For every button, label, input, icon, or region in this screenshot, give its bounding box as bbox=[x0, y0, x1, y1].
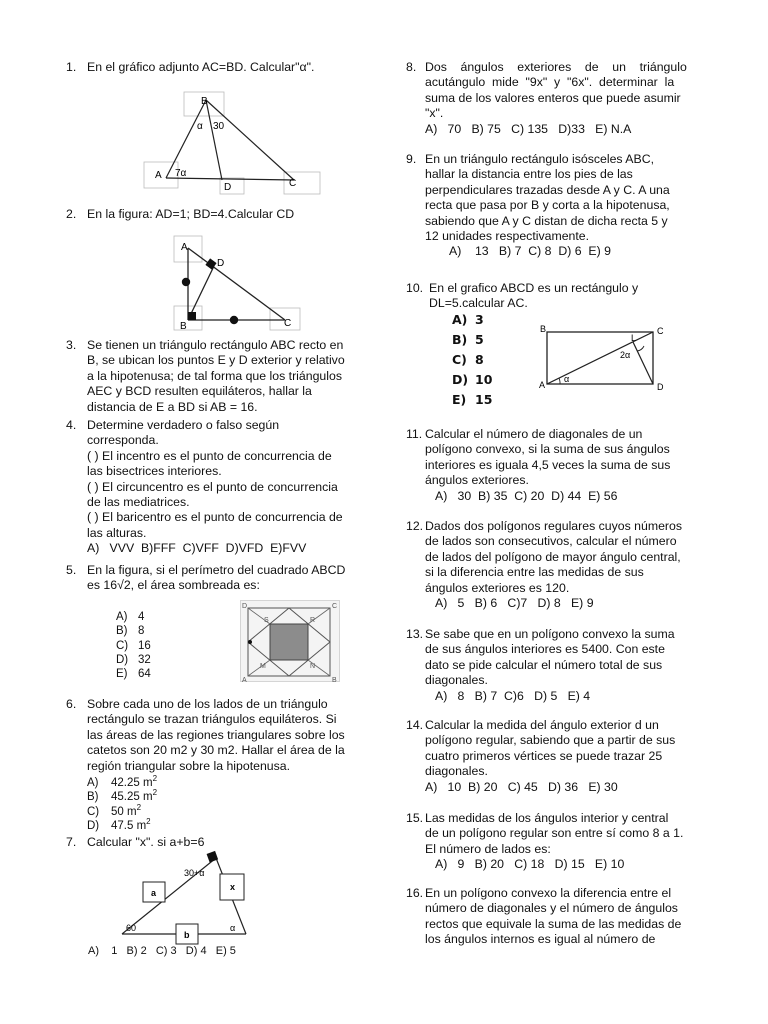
option-letter: D) bbox=[116, 653, 129, 666]
question-13 bbox=[406, 627, 722, 704]
option-value: 42.25 $m^2$ bbox=[111, 774, 158, 789]
question-number: 12. bbox=[406, 519, 424, 533]
question-number: 11. bbox=[406, 427, 423, 441]
vertex-label-c: C bbox=[657, 326, 664, 336]
option-value: 15 bbox=[475, 392, 493, 407]
question-line: las áreas de las regiones triangulares sobre los bbox=[87, 727, 345, 742]
question-line: suma de los valores enteros que puede asumir bbox=[425, 90, 681, 105]
question-line: las alturas. bbox=[87, 525, 147, 540]
question-10 bbox=[406, 281, 722, 312]
vertex-label-a: A bbox=[181, 242, 188, 253]
question-line: ángulos exteriores es 120. bbox=[425, 580, 570, 595]
question-9 bbox=[406, 152, 722, 260]
point-label-s: S bbox=[264, 617, 269, 624]
question-2 bbox=[66, 207, 376, 222]
question-text: En el gráfico adjunto AC=BD. Calcular"α". bbox=[87, 60, 315, 74]
point-label-l: L bbox=[631, 333, 637, 343]
angle-label-30-alpha: 30+α bbox=[184, 868, 205, 878]
question-7 bbox=[66, 835, 362, 850]
question-line: 12 unidades respectivamente. bbox=[425, 229, 590, 244]
option-letter: B) bbox=[87, 791, 99, 804]
question-line: En un triángulo rectángulo isósceles ABC, bbox=[425, 152, 654, 166]
question-number: 1. bbox=[66, 60, 77, 74]
question-line: AEC y BCD resulten equiláteros, hallar la bbox=[87, 384, 312, 399]
option-letter: D) bbox=[452, 372, 469, 387]
question-number: 7. bbox=[66, 835, 77, 849]
vertex-label-a: A bbox=[242, 677, 247, 684]
angle-label-alpha: α bbox=[197, 121, 203, 132]
question-1 bbox=[66, 60, 376, 75]
option-letter: A) bbox=[87, 777, 99, 789]
question-16 bbox=[406, 886, 722, 948]
figure-q2-triangle bbox=[170, 232, 310, 332]
question-number: 4. bbox=[66, 418, 77, 432]
question-8 bbox=[406, 60, 722, 137]
question-line: de sus ángulos interiores es 5400. Con este bbox=[425, 642, 665, 657]
question-line: perpendiculares trazadas desde A y C. A una bbox=[425, 182, 670, 197]
option-letter: C) bbox=[452, 352, 467, 367]
answer-options-q10 bbox=[452, 312, 512, 412]
vertex-label-d: D bbox=[657, 382, 664, 392]
question-line: es 16√2, el área sombreada es: bbox=[87, 578, 260, 593]
box-label-b: b bbox=[184, 930, 190, 940]
question-12 bbox=[406, 519, 722, 611]
question-line: polígono regular, sabiendo que a partir de sus bbox=[425, 733, 676, 748]
question-line: de las mediatrices. bbox=[87, 495, 190, 510]
answer-options: A) 8 B) 7 C)6 D) 5 E) 4 bbox=[435, 688, 591, 703]
angle-label-7alpha: 7α bbox=[175, 168, 187, 179]
vertex-label-d: D bbox=[217, 258, 225, 269]
question-line: interiores es iguala 4,5 veces la suma de sus bbox=[425, 457, 671, 472]
question-11 bbox=[406, 427, 722, 504]
question-line: ( ) El baricentro es el punto de concurrencia de bbox=[87, 510, 343, 525]
answer-options: A) 30 B) 35 C) 20 D) 44 E) 56 bbox=[435, 488, 618, 503]
option-letter: D) bbox=[87, 819, 100, 832]
question-line: Se sabe que en un polígono convexo la suma bbox=[425, 627, 675, 641]
vertex-label-b: B bbox=[201, 96, 208, 107]
option-value: 10 bbox=[475, 372, 493, 387]
question-number: 10. bbox=[406, 281, 424, 295]
question-number: 16. bbox=[406, 886, 424, 900]
question-line: El número de lados es: bbox=[425, 841, 551, 856]
question-line: catetos son 20 m2 y 30 m2. Hallar el área de la bbox=[87, 743, 345, 758]
vertex-label-a: A bbox=[155, 170, 162, 181]
question-line: recta que pasa por B y corta a la hipotenusa, bbox=[425, 198, 670, 213]
answer-options-q5 bbox=[116, 610, 176, 690]
question-number: 8. bbox=[406, 60, 417, 74]
question-text: En la figura: AD=1; BD=4.Calcular CD bbox=[87, 207, 295, 221]
point-label-m: M bbox=[260, 663, 266, 670]
question-number: 14. bbox=[406, 718, 424, 732]
option-value: 32 bbox=[138, 653, 151, 666]
question-number: 9. bbox=[406, 152, 417, 166]
point-label-n: N bbox=[310, 663, 316, 670]
box-label-x: x bbox=[230, 882, 236, 892]
question-line: acutángulo mide "9x" y "6x". determinar la bbox=[425, 75, 675, 90]
figure-q1-triangle bbox=[140, 88, 330, 198]
question-line: los ángulos internos es igual al número de bbox=[425, 932, 656, 947]
figure-q5-square bbox=[240, 600, 340, 682]
question-15 bbox=[406, 811, 722, 873]
question-6 bbox=[66, 697, 362, 774]
option-letter: B) bbox=[116, 625, 128, 638]
option-value: 47.5 $m^2$ bbox=[111, 817, 151, 832]
question-line: de lados del polígono de mayor ángulo central, bbox=[425, 549, 681, 564]
option-value: 64 bbox=[138, 668, 151, 681]
question-line: Calcular el número de diagonales de un bbox=[425, 427, 643, 441]
question-line: Determine verdadero o falso según bbox=[87, 418, 280, 432]
answer-options: A) 10 B) 20 C) 45 D) 36 E) 30 bbox=[425, 779, 618, 794]
vertex-label-d: D bbox=[242, 603, 248, 610]
vertex-label-b: B bbox=[540, 324, 547, 334]
question-line: "x". bbox=[425, 106, 444, 121]
vertex-label-b: B bbox=[180, 321, 187, 332]
question-line: distancia de E a BD si AB = 16. bbox=[87, 399, 258, 414]
question-line: hallar la distancia entre los pies de las bbox=[425, 167, 633, 182]
question-line: Se tienen un triángulo rectángulo ABC recto en bbox=[87, 338, 344, 352]
question-5 bbox=[66, 563, 362, 594]
answer-options-q6 bbox=[87, 776, 207, 836]
question-line: Sobre cada uno de los lados de un triángulo bbox=[87, 697, 328, 711]
vertex-label-c: C bbox=[332, 603, 338, 610]
vertex-label-d: D bbox=[224, 182, 232, 193]
question-line: región triangular sobre la hipotenusa. bbox=[87, 758, 291, 773]
answer-options: A) 13 B) 7 C) 8 D) 6 E) 9 bbox=[449, 244, 611, 259]
answer-options: A) 5 B) 6 C)7 D) 8 E) 9 bbox=[435, 596, 594, 611]
question-line: rectángulo se trazan triángulos equiláteros. Si bbox=[87, 712, 337, 727]
option-letter: A) bbox=[452, 312, 468, 327]
answer-options: A) 70 B) 75 C) 135 D)33 E) N.A bbox=[425, 121, 632, 136]
question-line: B, se ubican los puntos E y D exterior y relativo bbox=[87, 353, 345, 368]
angle-label-2alpha: 2α bbox=[620, 350, 631, 360]
option-value: 5 bbox=[475, 332, 484, 347]
question-number: 5. bbox=[66, 563, 77, 577]
question-line: En el grafico ABCD es un rectángulo y bbox=[429, 281, 639, 295]
option-letter: B) bbox=[452, 332, 468, 347]
answer-options: A) 9 B) 20 C) 18 D) 15 E) 10 bbox=[435, 857, 625, 872]
option-value: 4 bbox=[138, 611, 145, 623]
option-value: 50 $m^2$ bbox=[111, 802, 142, 818]
vertex-label-b: B bbox=[332, 677, 337, 684]
option-value: 16 bbox=[138, 639, 151, 652]
option-value: 8 bbox=[138, 625, 145, 638]
question-line: En un polígono convexo la diferencia entre el bbox=[425, 886, 672, 900]
angle-label-alpha: α bbox=[564, 374, 570, 384]
vertex-label-c: C bbox=[284, 318, 292, 329]
question-line: cuatro primeros vértices se puede trazar 25 bbox=[425, 748, 663, 763]
question-line: diagonales. bbox=[425, 764, 488, 779]
answer-options-q7: A) 1 B) 2 C) 3 D) 4 E) 5 bbox=[88, 945, 236, 957]
question-number: 15. bbox=[406, 811, 424, 825]
option-letter: E) bbox=[116, 668, 128, 681]
question-number: 3. bbox=[66, 338, 77, 352]
vertex-label-a: A bbox=[539, 380, 546, 390]
question-text: Calcular "x". si a+b=6 bbox=[87, 835, 205, 849]
question-14 bbox=[406, 718, 722, 795]
option-letter: E) bbox=[452, 392, 467, 407]
answer-options: A) VVV B)FFF C)VFF D)VFD E)FVV bbox=[87, 541, 307, 556]
question-line: sabiendo que A y C distan de dicha recta 5 y bbox=[425, 213, 668, 228]
option-letter: C) bbox=[116, 639, 129, 652]
question-line: Las medidas de los ángulos interior y central bbox=[425, 811, 669, 825]
vertex-label-c: C bbox=[289, 178, 297, 189]
option-letter: C) bbox=[87, 805, 100, 818]
question-line: ángulos exteriores. bbox=[425, 473, 529, 488]
question-line: polígono convexo, si la suma de sus ángulos bbox=[425, 442, 670, 457]
question-number: 13. bbox=[406, 627, 424, 641]
question-line: de un polígono regular son entre sí como 8 a 1. bbox=[425, 826, 684, 841]
option-value: 45.25 $m^2$ bbox=[111, 788, 158, 804]
figure-q10-rectangle bbox=[536, 322, 664, 394]
question-number: 2. bbox=[66, 207, 77, 221]
question-line: si la diferencia entre las medidas de sus bbox=[425, 565, 644, 580]
question-line: número de diagonales y el número de ángulos bbox=[425, 901, 678, 916]
question-line: de lados son consecutivos, calcular el número bbox=[425, 534, 677, 549]
question-3 bbox=[66, 338, 362, 415]
question-line: rectos que equivale la suma de las medidas de bbox=[425, 916, 682, 931]
box-label-a: a bbox=[151, 888, 157, 898]
question-line: diagonales. bbox=[425, 673, 488, 688]
question-line: Dados dos polígonos regulares cuyos números bbox=[425, 519, 683, 533]
point-label-r: R bbox=[310, 617, 316, 624]
question-line: DL=5.calcular AC. bbox=[429, 296, 528, 311]
question-line: ( ) El incentro es el punto de concurrencia de bbox=[87, 448, 332, 463]
question-line: corresponda. bbox=[87, 433, 159, 448]
question-4 bbox=[66, 418, 362, 557]
question-line: ( ) El circuncentro es el punto de concurrencia bbox=[87, 479, 338, 494]
option-letter: A) bbox=[116, 611, 128, 623]
question-line: Dos ángulos exteriores de un triángulo bbox=[425, 60, 687, 74]
question-line: dato se pide calcular el número total de sus bbox=[425, 657, 663, 672]
question-line: las bisectrices interiores. bbox=[87, 464, 222, 479]
angle-label-60: 60 bbox=[126, 923, 137, 933]
angle-label-alpha: α bbox=[230, 923, 236, 933]
figure-q7-triangle bbox=[118, 852, 268, 946]
question-line: Calcular la medida del ángulo exterior d un bbox=[425, 718, 659, 732]
option-value: 3 bbox=[475, 312, 484, 327]
question-line: En la figura, si el perímetro del cuadrado ABCD bbox=[87, 563, 346, 577]
question-line: a la hipotenusa; de tal forma que los triángulos bbox=[87, 368, 342, 383]
option-value: 8 bbox=[475, 352, 484, 367]
angle-label-30: 30 bbox=[213, 121, 225, 132]
question-number: 6. bbox=[66, 697, 77, 711]
